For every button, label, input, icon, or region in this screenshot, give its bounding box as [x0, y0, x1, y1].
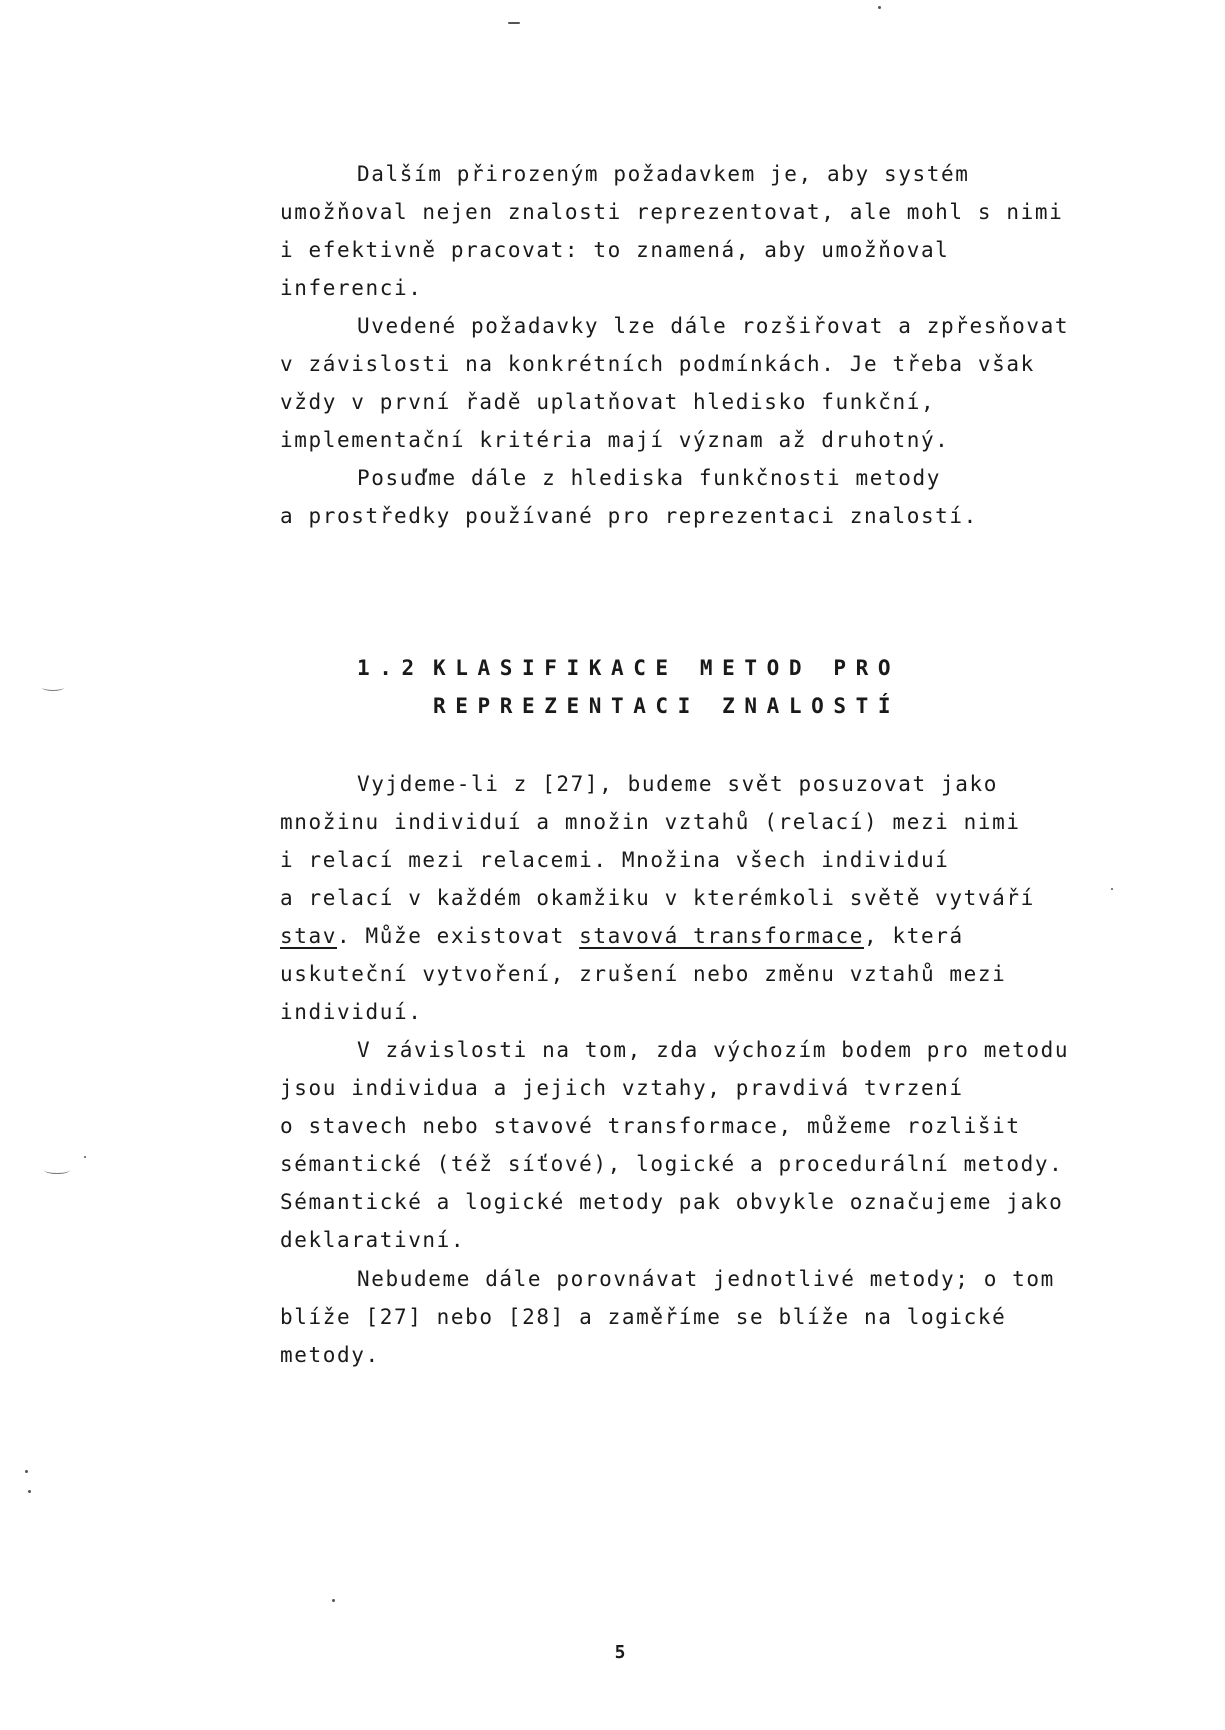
paragraph-4-line-7: individuí.: [280, 1000, 423, 1024]
paragraph-5-line-5: Sémantické a logické metody pak obvykle označujeme jako: [280, 1190, 1064, 1214]
paragraph-1-line-4: inferenci.: [280, 276, 423, 300]
section-title-line-2: REPREZENTACI ZNALOSTÍ: [433, 694, 901, 718]
paragraph-6-line-3: metody.: [280, 1343, 380, 1367]
paragraph-1-line-2: umožňoval nejen znalosti reprezentovat, ale mohl s nimi: [280, 200, 1064, 224]
scan-speck: [25, 1470, 28, 1473]
paragraph-5-line-2: jsou individua a jejich vztahy, pravdivá tvrzení: [280, 1076, 964, 1100]
paragraph-5-line-3: o stavech nebo stavové transformace, můžeme rozlišit: [280, 1114, 1021, 1138]
term-transformace-trailing-text: , která: [864, 924, 964, 948]
scan-mark: [44, 1166, 70, 1174]
paragraph-5-line-1: V závislosti na tom, zda výchozím bodem pro metodu: [357, 1038, 1070, 1062]
page-number: 5: [614, 1642, 626, 1663]
paragraph-1-line-1: Dalším přirozeným požadavkem je, aby systém: [357, 162, 970, 186]
paragraph-5-line-6: deklarativní.: [280, 1228, 466, 1252]
paragraph-2-line-3: vždy v první řadě uplatňovat hledisko funkční,: [280, 390, 936, 414]
scan-speck: [1111, 888, 1113, 890]
scan-speck: [84, 1156, 86, 1158]
paragraph-1-line-3: i efektivně pracovat: to znamená, aby umožňoval: [280, 238, 950, 262]
scan-mark: [42, 684, 64, 691]
paragraph-4-line-2: množinu individuí a množin vztahů (relací) mezi nimi: [280, 810, 1021, 834]
section-title-line-1: KLASIFIKACE METOD PRO: [433, 656, 901, 680]
paragraph-3-line-1: Posuďme dále z hlediska funkčnosti metody: [357, 466, 941, 490]
paragraph-2-line-1: Uvedené požadavky lze dále rozšiřovat a zpřesňovat: [357, 314, 1070, 338]
scan-speck: [28, 1490, 31, 1493]
term-stavova-transformace: stavová transformace: [579, 924, 864, 948]
section-number: 1.2: [357, 656, 424, 680]
term-stav: stav: [280, 924, 337, 948]
scan-speck: [878, 6, 881, 9]
paragraph-4-line-4: a relací v každém okamžiku v kterémkoli světě vytváří: [280, 886, 1035, 910]
paragraph-5-line-4: sémantické (též síťové), logické a procedurální metody.: [280, 1152, 1064, 1176]
paragraph-4-line-5: [280, 922, 964, 950]
scan-speck: [332, 1599, 335, 1602]
paragraph-6-line-1: Nebudeme dále porovnávat jednotlivé metody; o tom: [357, 1267, 1055, 1291]
paragraph-3-line-2: a prostředky používané pro reprezentaci znalostí.: [280, 504, 978, 528]
scan-speck: [508, 22, 520, 24]
paragraph-6-line-2: blíže [27] nebo [28] a zaměříme se blíže na logické: [280, 1305, 1007, 1329]
paragraph-2-line-2: v závislosti na konkrétních podmínkách. Je třeba však: [280, 352, 1035, 376]
paragraph-2-line-4: implementační kritéria mají význam až druhotný.: [280, 428, 950, 452]
paragraph-4-line-3: i relací mezi relacemi. Množina všech individuí: [280, 848, 950, 872]
paragraph-4-line-1: Vyjdeme-li z [27], budeme svět posuzovat jako: [357, 772, 998, 796]
term-stav-trailing-text: . Může existovat: [336, 924, 580, 948]
paragraph-4-line-6: uskuteční vytvoření, zrušení nebo změnu vztahů mezi: [280, 962, 1007, 986]
